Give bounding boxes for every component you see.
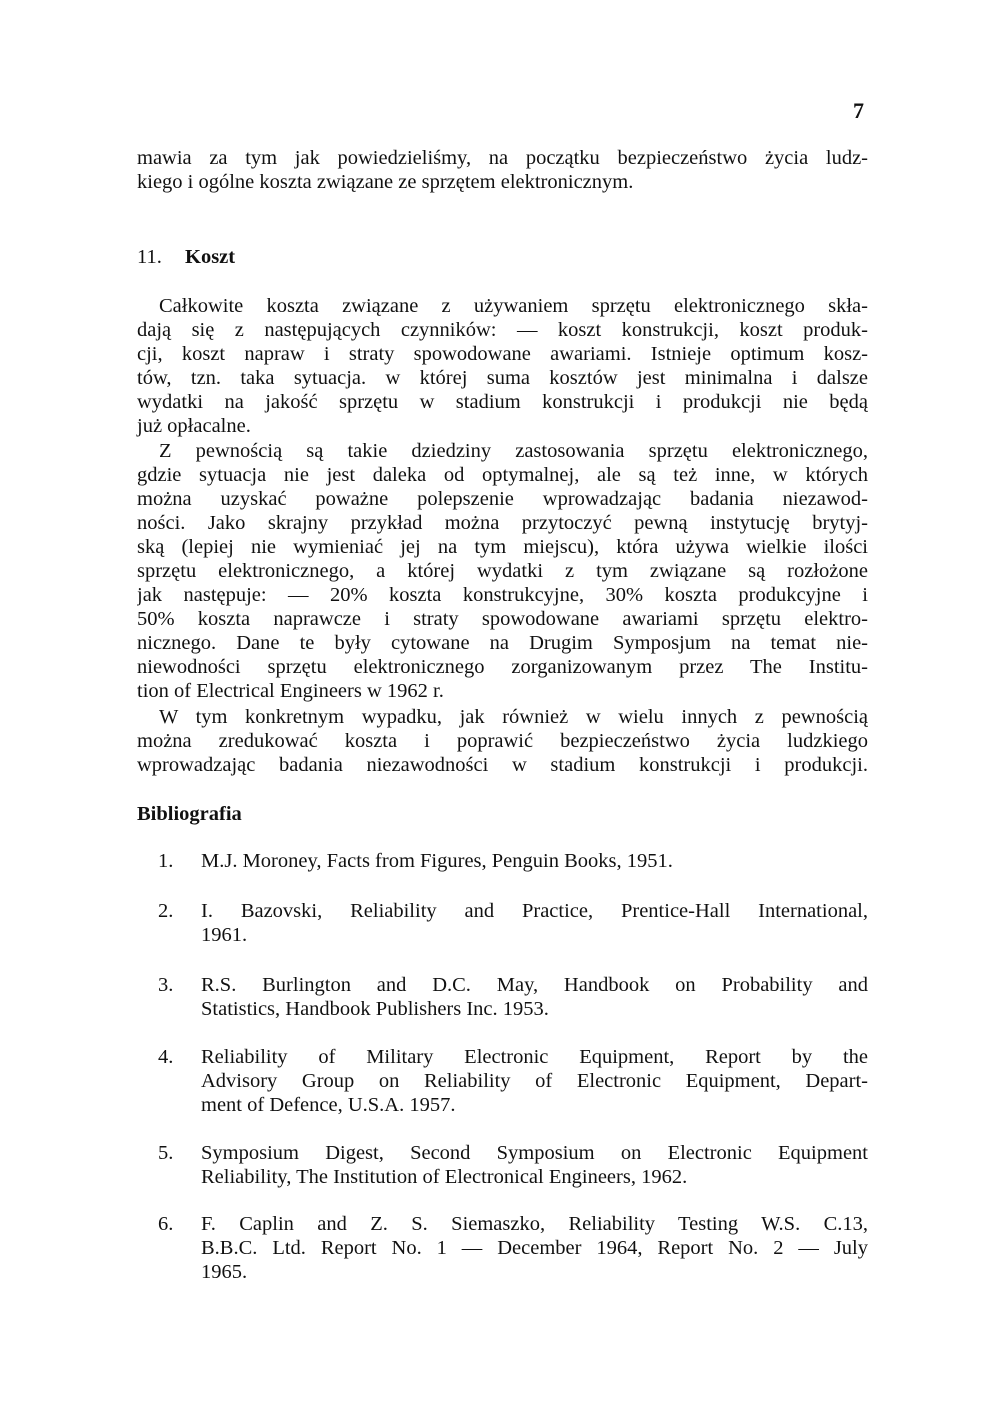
bibliography-item-number: 2. [158,900,174,922]
text-line: tion of Electrical Engineers w 1962 r. [137,680,444,702]
text-line: nicznego. Dane te były cytowane na Drugim Symposjum na temat nie- [137,632,868,654]
text-line: ską (lepiej nie wymieniać jej na tym miejscu), która używa wielkie ilości [137,536,868,558]
text-line: można zredukować koszta i poprawić bezpieczeństwo życia ludzkiego [137,730,868,752]
bibliography-heading: Bibliografia [137,803,242,825]
text-line: gdzie sytuacja nie jest daleka od optymalnej, ale są też inne, w których [137,464,868,486]
text-line: Z pewnością są takie dziedziny zastosowania sprzętu elektronicznego, [159,440,868,462]
bibliography-item-text: Symposium Digest, Second Symposium on Electronic Equipment [201,1142,868,1164]
text-line: wprowadzając badania niezawodności w stadium konstrukcji i produkcji. [137,754,868,776]
text-line: jak następuje: — 20% koszta konstrukcyjne, 30% koszta produkcyjne i [137,584,868,606]
section-title: Koszt [185,246,236,268]
section-heading [137,245,235,269]
bibliography-item-text: Statistics, Handbook Publishers Inc. 1953. [201,998,549,1020]
text-line: tów, tzn. taka sytuacja. w której suma kosztów jest minimalna i dalsze [137,367,868,389]
bibliography-item-number: 1. [158,850,174,872]
bibliography-item-text: 1965. [201,1261,248,1283]
page-number: 7 [853,98,864,123]
text-line: ności. Jako skrajny przykład można przytoczyć pewną instytucję brytyj- [137,512,868,534]
bibliography-item-text: ment of Defence, U.S.A. 1957. [201,1094,456,1116]
text-line: 50% koszta naprawcze i straty spowodowane awariami sprzętu elektro- [137,608,868,630]
bibliography-item-text: Reliability, The Institution of Electronical Engineers, 1962. [201,1166,688,1188]
bibliography-item-number: 4. [158,1046,174,1068]
text-line: niewodności sprzętu elektronicznego zorganizowanym przez The Institu- [137,656,868,678]
bibliography-item-text: Advisory Group on Reliability of Electronic Equipment, Depart- [201,1070,868,1092]
bibliography-item-text: B.B.C. Ltd. Report No. 1 — December 1964, Report No. 2 — July [201,1237,868,1259]
text-line: już opłacalne. [137,415,251,437]
text-line: Całkowite koszta związane z używaniem sprzętu elektronicznego skła- [159,295,868,317]
bibliography-item-text: M.J. Moroney, Facts from Figures, Penguin Books, 1951. [201,850,673,872]
text-line: mawia za tym jak powiedzieliśmy, na początku bezpieczeństwo życia ludz- [137,147,868,169]
section-number: 11. [137,246,162,268]
text-line: można uzyskać poważne polepszenie wprowadzając badania niezawod- [137,488,868,510]
bibliography-item-number: 3. [158,974,174,996]
text-line: cji, koszt napraw i straty spowodowane awariami. Istnieje optimum kosz- [137,343,868,365]
text-line: W tym konkretnym wypadku, jak również w wielu innych z pewnością [159,706,868,728]
bibliography-item-text: I. Bazovski, Reliability and Practice, Prentice-Hall International, [201,900,868,922]
bibliography-item-number: 6. [158,1213,174,1235]
text-line: dają się z następujących czynników: — koszt konstrukcji, koszt produk- [137,319,868,341]
bibliography-item-number: 5. [158,1142,174,1164]
bibliography-item-text: Reliability of Military Electronic Equipment, Report by the [201,1046,868,1068]
bibliography-item-text: F. Caplin and Z. S. Siemaszko, Reliability Testing W.S. C.13, [201,1213,868,1235]
text-line: sprzętu elektronicznego, a której wydatki z tym związane są rozłożone [137,560,868,582]
bibliography-item-text: 1961. [201,924,248,946]
bibliography-item-text: R.S. Burlington and D.C. May, Handbook on Probability and [201,974,868,996]
text-line: wydatki na jakość sprzętu w stadium konstrukcji i produkcji nie będą [137,391,868,413]
text-line: kiego i ogólne koszta związane ze sprzętem elektronicznym. [137,171,634,193]
